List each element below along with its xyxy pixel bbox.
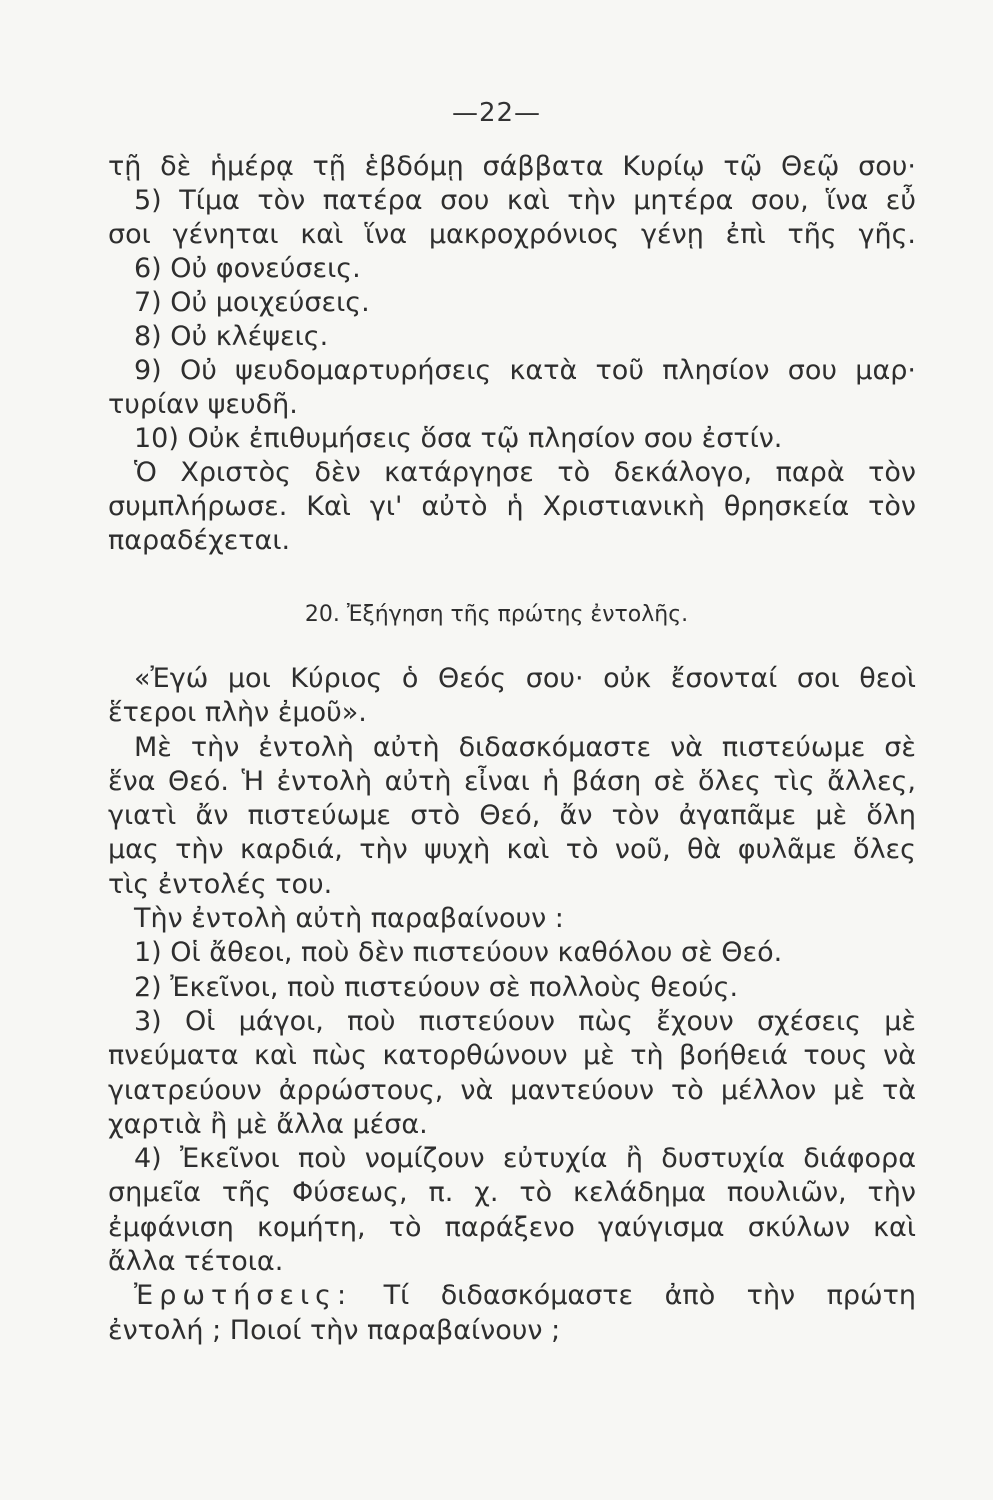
text-line: Μὲ τὴν ἐντολὴ αὐτὴ διδασκόμαστε νὰ πιστεύωμε σὲ bbox=[134, 731, 916, 763]
text-line: παραδέχεται. bbox=[108, 525, 291, 556]
questions-label: Ἐρωτήσεις: bbox=[134, 1280, 353, 1312]
text-line: 5) Τίμα τὸν πατέρα σου καὶ τὴν μητέρα σου, ἵνα εὖ bbox=[134, 185, 916, 216]
text-line: 10) Οὐκ ἐπιθυμήσεις ὅσα τῷ πλησίον σου ἐστίν. bbox=[134, 423, 783, 454]
text-line: 2) Ἐκεῖνοι, ποὺ πιστεύουν σὲ πολλοὺς θεούς. bbox=[134, 971, 739, 1003]
questions-line bbox=[108, 1279, 916, 1313]
text-line: 6) Οὐ φονεύσεις. bbox=[134, 253, 361, 284]
text-line: 4) Ἐκεῖνοι ποὺ νομίζουν εὐτυχία ἢ δυστυχία διάφορα bbox=[134, 1143, 916, 1175]
text-line: ἐμφάνιση κομήτη, τὸ παράξενο γαύγισμα σκύλων καὶ bbox=[108, 1211, 916, 1243]
text-line: ἄλλα τέτοια. bbox=[108, 1246, 284, 1278]
text-line: Ὁ Χριστὸς δὲν κατάργησε τὸ δεκάλογο, παρὰ τὸν bbox=[134, 457, 916, 488]
text-line: 1) Οἱ ἄθεοι, ποὺ δὲν πιστεύουν καθόλου σὲ Θεό. bbox=[134, 937, 783, 969]
text-line: 8) Οὐ κλέψεις. bbox=[134, 321, 329, 352]
text-line: μας τὴν καρδιά, τὴν ψυχὴ καὶ τὸ νοῦ, θὰ φυλᾶμε ὅλες bbox=[108, 834, 916, 866]
text-line: συμπλήρωσε. Καὶ γι' αὐτὸ ἡ Χριστιανικὴ θρησκεία τὸν bbox=[108, 491, 916, 522]
text-line: Τὴν ἐντολὴ αὐτὴ παραβαίνουν : bbox=[134, 903, 564, 935]
questions-text: Τί διδασκόμαστε ἀπὸ τὴν πρώτη bbox=[383, 1280, 916, 1312]
section-heading: 20. Ἐξήγηση τῆς πρώτης ἐντολῆς. bbox=[304, 602, 689, 627]
text-line: γιατὶ ἄν πιστεύωμε στὸ Θεό, ἄν τὸν ἀγαπᾶμε μὲ ὅλη bbox=[108, 800, 916, 832]
text-line: «Ἐγώ μοι Κύριος ὁ Θεός σου· οὐκ ἔσονταί σοι θεοὶ bbox=[134, 663, 916, 694]
text-line: τυρίαν ψευδῆ. bbox=[108, 389, 298, 420]
text-line: 3) Οἱ μάγοι, ποὺ πιστεύουν πὼς ἔχουν σχέσεις μὲ bbox=[134, 1005, 916, 1037]
text-line: χαρτιὰ ἢ μὲ ἄλλα μέσα. bbox=[108, 1108, 428, 1140]
text-line: ἕτεροι πλὴν ἐμοῦ». bbox=[108, 697, 367, 729]
text-line: τῇ δὲ ἡμέρᾳ τῇ ἑβδόμῃ σάββατα Κυρίῳ τῷ Θεῷ σου· bbox=[108, 151, 916, 182]
text-line: γιατρεύουν ἀρρώστους, νὰ μαντεύουν τὸ μέλλον μὲ τὰ bbox=[108, 1074, 916, 1106]
text-line: 9) Οὐ ψευδομαρτυρήσεις κατὰ τοῦ πλησίον σου μαρ· bbox=[134, 355, 916, 386]
text-line: ἕνα Θεό. Ἡ ἐντολὴ αὐτὴ εἶναι ἡ βάση σὲ ὅλες τὶς ἄλλες, bbox=[108, 765, 916, 797]
section-body bbox=[108, 662, 916, 1348]
text-line: πνεύματα καὶ πὼς κατορθώνουν μὲ τὴ βοήθειά τους νὰ bbox=[108, 1040, 916, 1072]
commandments-text bbox=[108, 150, 916, 558]
text-line: τὶς ἐντολές του. bbox=[108, 868, 333, 900]
page-number: —22— bbox=[451, 98, 542, 128]
questions-line: ἐντολή ; Ποιοί τὴν παραβαίνουν ; bbox=[108, 1314, 561, 1346]
text-line: σοι γένηται καὶ ἵνα μακροχρόνιος γένῃ ἐπὶ τῆς γῆς. bbox=[108, 219, 916, 250]
text-line: σημεῖα τῆς Φύσεως, π. χ. τὸ κελάδημα πουλιῶν, τὴν bbox=[108, 1177, 916, 1209]
text-line: 7) Οὐ μοιχεύσεις. bbox=[134, 287, 370, 318]
